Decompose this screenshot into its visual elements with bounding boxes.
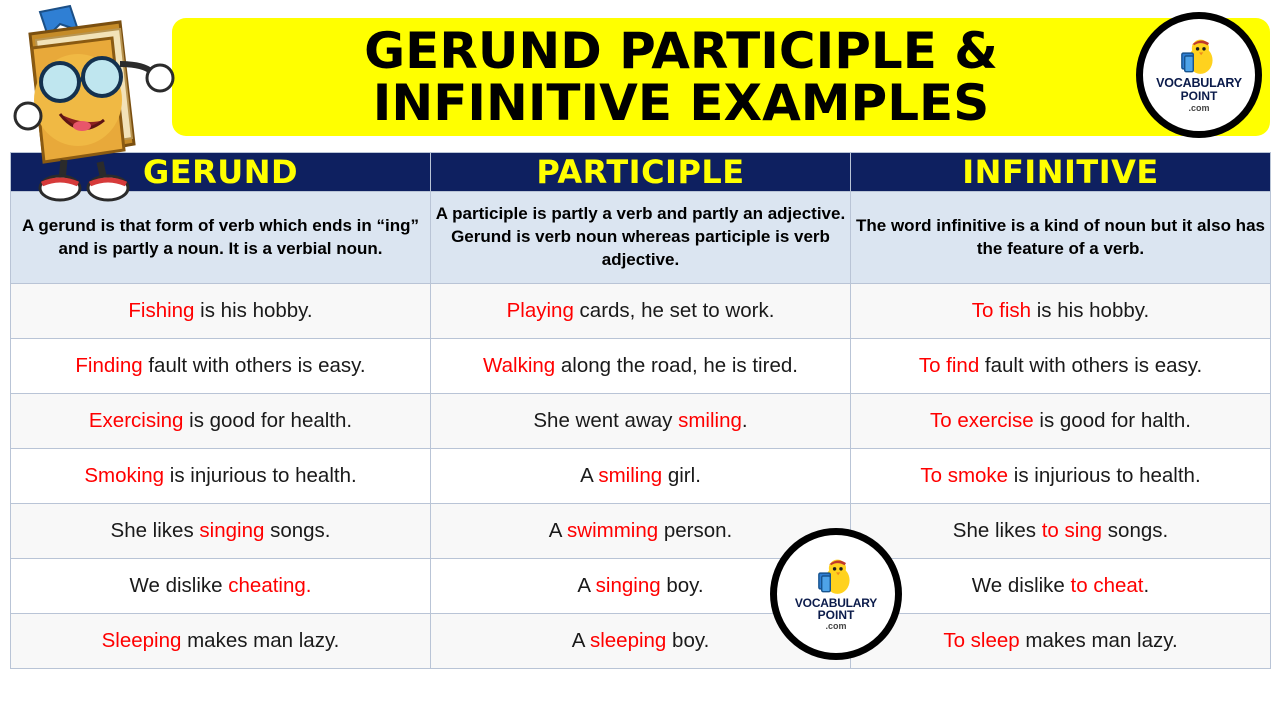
example-cell	[11, 284, 431, 339]
cell-text-post: is good for health.	[183, 409, 353, 432]
definition-infinitive: The word infinitive is a kind of noun but it also has the feature of a verb.	[851, 192, 1271, 284]
logo-domain: .com	[825, 621, 847, 632]
example-cell	[431, 284, 851, 339]
cell-text-highlight: to cheat	[1070, 574, 1144, 597]
cell-text-post: is injurious to health.	[1008, 464, 1201, 487]
cell-text-highlight: cheating.	[228, 574, 312, 597]
example-cell	[431, 394, 851, 449]
cell-text-highlight: swimming	[567, 519, 659, 542]
logo-name-top: VOCABULARY	[1156, 76, 1242, 91]
book-mascot-icon	[8, 4, 178, 204]
cell-text-highlight: Exercising	[88, 409, 184, 432]
logo-domain: .com	[1188, 102, 1210, 113]
cell-text-post: makes man lazy.	[181, 629, 340, 652]
title-banner	[172, 18, 1270, 136]
cell-text-post: .	[741, 409, 748, 432]
chick-icon	[1177, 36, 1221, 76]
example-cell	[851, 559, 1271, 614]
table-row	[11, 339, 1271, 394]
example-cell	[851, 339, 1271, 394]
example-rows	[11, 284, 1271, 669]
table-row	[11, 614, 1271, 669]
cell-text-pre: She likes	[952, 519, 1042, 542]
cell-text-highlight: To sleep	[943, 629, 1020, 652]
cell-text-post: cards, he set to work.	[573, 299, 775, 322]
brand-logo-header	[1136, 12, 1262, 138]
cell-text-highlight: Smoking	[84, 464, 165, 487]
example-cell	[11, 559, 431, 614]
example-cell	[11, 449, 431, 504]
cell-text-pre: We dislike	[971, 574, 1071, 597]
cell-text-post: person.	[658, 519, 733, 542]
example-cell	[851, 449, 1271, 504]
cell-text-highlight: sleeping	[589, 629, 667, 652]
example-cell	[851, 284, 1271, 339]
cell-text-post: girl.	[662, 464, 701, 487]
cell-text-pre: We dislike	[129, 574, 229, 597]
example-cell	[11, 394, 431, 449]
cell-text-post: boy.	[666, 629, 710, 652]
cell-text-post: songs.	[264, 519, 331, 542]
column-header-gerund: GERUND	[11, 153, 431, 192]
example-cell	[11, 614, 431, 669]
cell-text-post: fault with others is easy.	[979, 354, 1203, 377]
cell-text-post: boy.	[660, 574, 704, 597]
cell-text-post: fault with others is easy.	[142, 354, 366, 377]
cell-text-highlight: To find	[918, 354, 980, 377]
cell-text-highlight: singing	[595, 574, 661, 597]
cell-text-post: is good for halth.	[1033, 409, 1191, 432]
cell-text-post: is his hobby.	[194, 299, 313, 322]
cell-text-highlight: Sleeping	[101, 629, 182, 652]
logo-name-bottom: POINT	[817, 607, 855, 622]
cell-text-post: songs.	[1102, 519, 1169, 542]
definition-row	[11, 192, 1271, 284]
example-cell	[851, 394, 1271, 449]
example-cell	[851, 614, 1271, 669]
comparison-table	[10, 152, 1271, 669]
cell-text-post: is injurious to health.	[164, 464, 357, 487]
cell-text-highlight: Walking	[483, 354, 556, 377]
cell-text-highlight: smiling	[678, 409, 742, 432]
cell-text-highlight: to sing	[1041, 519, 1103, 542]
definition-participle: A participle is partly a verb and partly an adjective. Gerund is verb noun whereas participle is verb adjective.	[431, 192, 851, 284]
cell-text-post: .	[1143, 574, 1150, 597]
example-cell	[431, 449, 851, 504]
chick-icon	[814, 556, 858, 596]
cell-text-pre: A	[571, 629, 590, 652]
definition-gerund: A gerund is that form of verb which ends in “ing” and is partly a noun. It is a verbial noun.	[11, 192, 431, 284]
table-row	[11, 504, 1271, 559]
cell-text-highlight: smiling	[598, 464, 663, 487]
table-row	[11, 449, 1271, 504]
column-header-infinitive: INFINITIVE	[851, 153, 1271, 192]
page-title: GERUND PARTICIPLE & INFINITIVE EXAMPLES	[364, 21, 998, 132]
cell-text-post: is his hobby.	[1031, 299, 1150, 322]
cell-text-highlight: Playing	[506, 299, 574, 322]
cell-text-highlight: To exercise	[930, 409, 1034, 432]
example-cell	[431, 339, 851, 394]
cell-text-pre: A	[548, 519, 568, 542]
cell-text-pre: A	[580, 464, 599, 487]
cell-text-post: along the road, he is tired.	[555, 354, 798, 377]
cell-text-highlight: To smoke	[920, 464, 1009, 487]
cell-text-highlight: singing	[199, 519, 265, 542]
logo-name-top: VOCABULARY	[794, 595, 878, 610]
table-row	[11, 394, 1271, 449]
example-cell	[851, 504, 1271, 559]
logo-name-bottom: POINT	[1180, 88, 1218, 103]
cell-text-post: makes man lazy.	[1019, 629, 1178, 652]
column-header-participle: PARTICIPLE	[431, 153, 851, 192]
cell-text-pre: She likes	[110, 519, 200, 542]
poster-header	[0, 0, 1280, 150]
example-cell	[11, 504, 431, 559]
cell-text-highlight: Finding	[75, 354, 143, 377]
brand-logo-watermark	[770, 528, 902, 660]
cell-text-pre: She went away	[533, 409, 679, 432]
table-row	[11, 284, 1271, 339]
table-row	[11, 559, 1271, 614]
cell-text-pre: A	[577, 574, 596, 597]
cell-text-highlight: To fish	[971, 299, 1032, 322]
example-cell	[11, 339, 431, 394]
table-header-row	[11, 153, 1271, 192]
cell-text-highlight: Fishing	[128, 299, 195, 322]
